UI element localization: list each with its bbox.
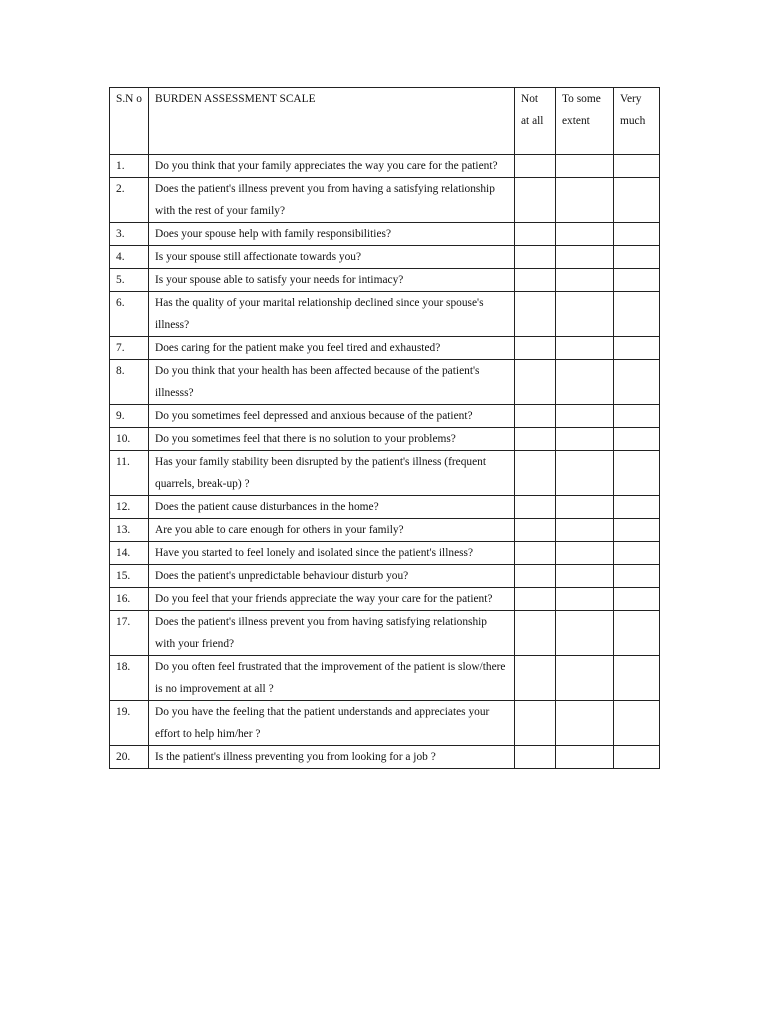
- table-row: [110, 519, 660, 542]
- question-text: Is your spouse still affectionate towards you?: [149, 246, 515, 269]
- very-much-cell[interactable]: [614, 656, 660, 701]
- table-body: [110, 155, 660, 769]
- table-row: [110, 496, 660, 519]
- row-number: 17.: [110, 611, 149, 656]
- very-much-cell[interactable]: [614, 155, 660, 178]
- to-some-extent-cell[interactable]: [556, 496, 614, 519]
- table-row: [110, 178, 660, 223]
- question-text: Has your family stability been disrupted by the patient's illness (frequent quarrels, break-up) ?: [149, 451, 515, 496]
- table-row: [110, 269, 660, 292]
- row-number: 19.: [110, 701, 149, 746]
- to-some-extent-cell[interactable]: [556, 611, 614, 656]
- row-number: 1.: [110, 155, 149, 178]
- very-much-cell[interactable]: [614, 360, 660, 405]
- not-at-all-cell[interactable]: [515, 656, 556, 701]
- row-number: 4.: [110, 246, 149, 269]
- table-row: [110, 656, 660, 701]
- not-at-all-cell[interactable]: [515, 337, 556, 360]
- to-some-extent-cell[interactable]: [556, 588, 614, 611]
- very-much-cell[interactable]: [614, 519, 660, 542]
- to-some-extent-cell[interactable]: [556, 269, 614, 292]
- question-text: Have you started to feel lonely and isolated since the patient's illness?: [149, 542, 515, 565]
- not-at-all-cell[interactable]: [515, 428, 556, 451]
- not-at-all-cell[interactable]: [515, 292, 556, 337]
- table-row: [110, 428, 660, 451]
- row-number: 2.: [110, 178, 149, 223]
- question-text: Do you think that your health has been affected because of the patient's illnesss?: [149, 360, 515, 405]
- very-much-cell[interactable]: [614, 405, 660, 428]
- very-much-cell[interactable]: [614, 565, 660, 588]
- very-much-cell[interactable]: [614, 337, 660, 360]
- to-some-extent-cell[interactable]: [556, 746, 614, 769]
- to-some-extent-cell[interactable]: [556, 656, 614, 701]
- row-number: 11.: [110, 451, 149, 496]
- to-some-extent-cell[interactable]: [556, 178, 614, 223]
- to-some-extent-cell[interactable]: [556, 223, 614, 246]
- table-row: [110, 565, 660, 588]
- to-some-extent-cell[interactable]: [556, 155, 614, 178]
- to-some-extent-cell[interactable]: [556, 292, 614, 337]
- table-row: [110, 292, 660, 337]
- row-number: 18.: [110, 656, 149, 701]
- not-at-all-cell[interactable]: [515, 588, 556, 611]
- not-at-all-cell[interactable]: [515, 565, 556, 588]
- to-some-extent-cell[interactable]: [556, 519, 614, 542]
- question-text: Does the patient's unpredictable behaviour disturb you?: [149, 565, 515, 588]
- table-title: BURDEN ASSESSMENT SCALE: [149, 88, 515, 155]
- table-row: [110, 701, 660, 746]
- very-much-header: Very much: [614, 88, 660, 155]
- table-row: [110, 588, 660, 611]
- not-at-all-header: Not at all: [515, 88, 556, 155]
- not-at-all-cell[interactable]: [515, 223, 556, 246]
- row-number: 5.: [110, 269, 149, 292]
- row-number: 16.: [110, 588, 149, 611]
- very-much-cell[interactable]: [614, 496, 660, 519]
- row-number: 13.: [110, 519, 149, 542]
- to-some-extent-header: To some extent: [556, 88, 614, 155]
- not-at-all-cell[interactable]: [515, 701, 556, 746]
- question-text: Has the quality of your marital relationship declined since your spouse's illness?: [149, 292, 515, 337]
- table-row: [110, 542, 660, 565]
- table-row: [110, 451, 660, 496]
- row-number: 6.: [110, 292, 149, 337]
- row-number: 3.: [110, 223, 149, 246]
- row-number: 14.: [110, 542, 149, 565]
- not-at-all-cell[interactable]: [515, 405, 556, 428]
- not-at-all-cell[interactable]: [515, 360, 556, 405]
- not-at-all-cell[interactable]: [515, 519, 556, 542]
- question-text: Do you have the feeling that the patient understands and appreciates your effort to help him/her ?: [149, 701, 515, 746]
- question-text: Are you able to care enough for others in your family?: [149, 519, 515, 542]
- to-some-extent-cell[interactable]: [556, 565, 614, 588]
- very-much-cell[interactable]: [614, 428, 660, 451]
- row-number: 10.: [110, 428, 149, 451]
- row-number: 9.: [110, 405, 149, 428]
- to-some-extent-cell[interactable]: [556, 428, 614, 451]
- not-at-all-cell[interactable]: [515, 542, 556, 565]
- table-header-row: [110, 88, 660, 155]
- to-some-extent-cell[interactable]: [556, 701, 614, 746]
- question-text: Do you feel that your friends appreciate the way your care for the patient?: [149, 588, 515, 611]
- not-at-all-cell[interactable]: [515, 178, 556, 223]
- not-at-all-cell[interactable]: [515, 496, 556, 519]
- question-text: Do you sometimes feel that there is no solution to your problems?: [149, 428, 515, 451]
- very-much-cell[interactable]: [614, 588, 660, 611]
- very-much-cell[interactable]: [614, 178, 660, 223]
- question-text: Do you often feel frustrated that the improvement of the patient is slow/there is no improvement at all ?: [149, 656, 515, 701]
- very-much-cell[interactable]: [614, 451, 660, 496]
- to-some-extent-cell[interactable]: [556, 246, 614, 269]
- row-number: 8.: [110, 360, 149, 405]
- row-number: 12.: [110, 496, 149, 519]
- to-some-extent-cell[interactable]: [556, 360, 614, 405]
- table-row: [110, 746, 660, 769]
- not-at-all-cell[interactable]: [515, 246, 556, 269]
- table-row: [110, 337, 660, 360]
- table-row: [110, 611, 660, 656]
- question-text: Does the patient cause disturbances in the home?: [149, 496, 515, 519]
- to-some-extent-cell[interactable]: [556, 405, 614, 428]
- sno-header: S.N o: [110, 88, 149, 155]
- not-at-all-cell[interactable]: [515, 451, 556, 496]
- not-at-all-cell[interactable]: [515, 269, 556, 292]
- question-text: Does caring for the patient make you feel tired and exhausted?: [149, 337, 515, 360]
- table-row: [110, 246, 660, 269]
- very-much-cell[interactable]: [614, 223, 660, 246]
- table-row: [110, 405, 660, 428]
- to-some-extent-cell[interactable]: [556, 542, 614, 565]
- row-number: 20.: [110, 746, 149, 769]
- row-number: 7.: [110, 337, 149, 360]
- question-text: Does the patient's illness prevent you from having a satisfying relationship with the rest of your family?: [149, 178, 515, 223]
- very-much-cell[interactable]: [614, 292, 660, 337]
- question-text: Is your spouse able to satisfy your needs for intimacy?: [149, 269, 515, 292]
- question-text: Does your spouse help with family responsibilities?: [149, 223, 515, 246]
- table-row: [110, 155, 660, 178]
- very-much-cell[interactable]: [614, 269, 660, 292]
- not-at-all-cell[interactable]: [515, 746, 556, 769]
- row-number: 15.: [110, 565, 149, 588]
- not-at-all-cell[interactable]: [515, 611, 556, 656]
- to-some-extent-cell[interactable]: [556, 451, 614, 496]
- very-much-cell[interactable]: [614, 542, 660, 565]
- question-text: Is the patient's illness preventing you from looking for a job ?: [149, 746, 515, 769]
- question-text: Do you think that your family appreciates the way you care for the patient?: [149, 155, 515, 178]
- not-at-all-cell[interactable]: [515, 155, 556, 178]
- burden-assessment-table: [109, 87, 660, 769]
- very-much-cell[interactable]: [614, 746, 660, 769]
- very-much-cell[interactable]: [614, 701, 660, 746]
- very-much-cell[interactable]: [614, 611, 660, 656]
- table-row: [110, 360, 660, 405]
- question-text: Do you sometimes feel depressed and anxious because of the patient?: [149, 405, 515, 428]
- to-some-extent-cell[interactable]: [556, 337, 614, 360]
- table-row: [110, 223, 660, 246]
- very-much-cell[interactable]: [614, 246, 660, 269]
- question-text: Does the patient's illness prevent you from having satisfying relationship with your friend?: [149, 611, 515, 656]
